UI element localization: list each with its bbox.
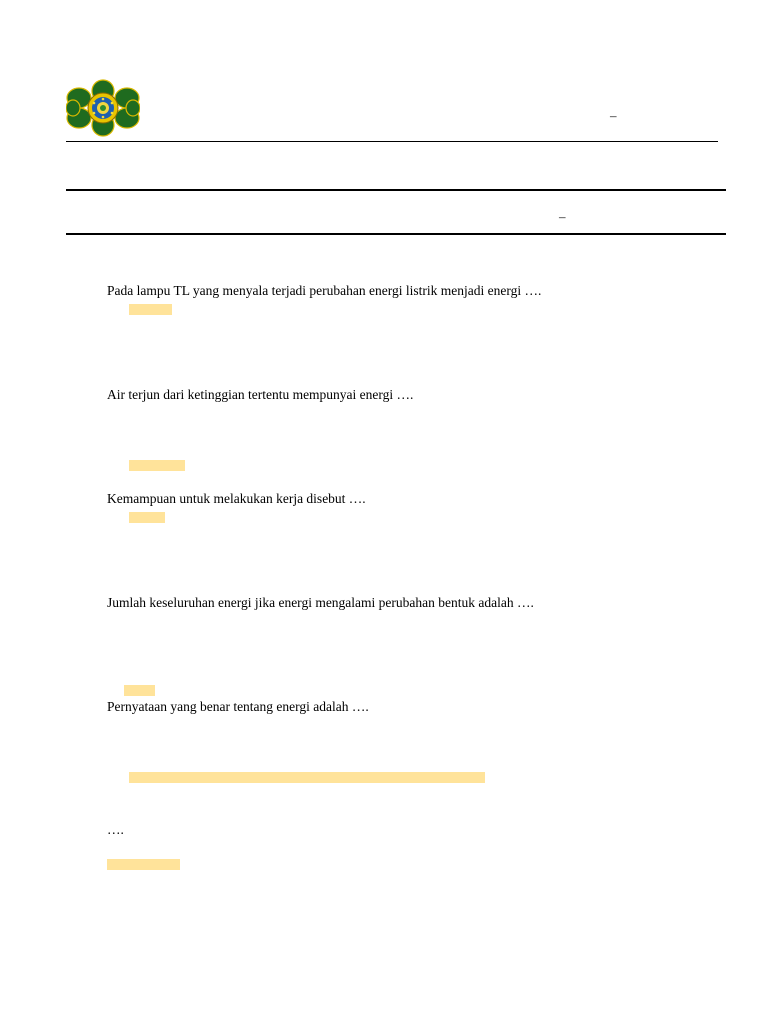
- question-6: ….: [107, 822, 124, 837]
- answer-highlight-6: [107, 859, 180, 870]
- question-5: Pernyataan yang benar tentang energi adalah ….: [107, 699, 369, 714]
- logo-emblem-icon: [66, 79, 140, 137]
- question-1: Pada lampu TL yang menyala terjadi perubahan energi listrik menjadi energi ….: [107, 283, 542, 298]
- question-4: Jumlah keseluruhan energi jika energi mengalami perubahan bentuk adalah ….: [107, 595, 534, 610]
- answer-highlight-3: [129, 512, 165, 523]
- question-3: Kemampuan untuk melakukan kerja disebut ….: [107, 491, 366, 506]
- section-dash: –: [559, 209, 566, 224]
- school-logo: [66, 79, 140, 137]
- section-rule-bottom: [66, 233, 726, 235]
- answer-highlight-2: [129, 460, 185, 471]
- answer-highlight-4: [124, 685, 155, 696]
- header-dash: –: [610, 108, 617, 123]
- section-rule-top: [66, 189, 726, 191]
- question-2: Air terjun dari ketinggian tertentu mempunyai energi ….: [107, 387, 414, 402]
- answer-highlight-1: [129, 304, 172, 315]
- answer-highlight-5: [129, 772, 485, 783]
- header-rule: [66, 141, 718, 142]
